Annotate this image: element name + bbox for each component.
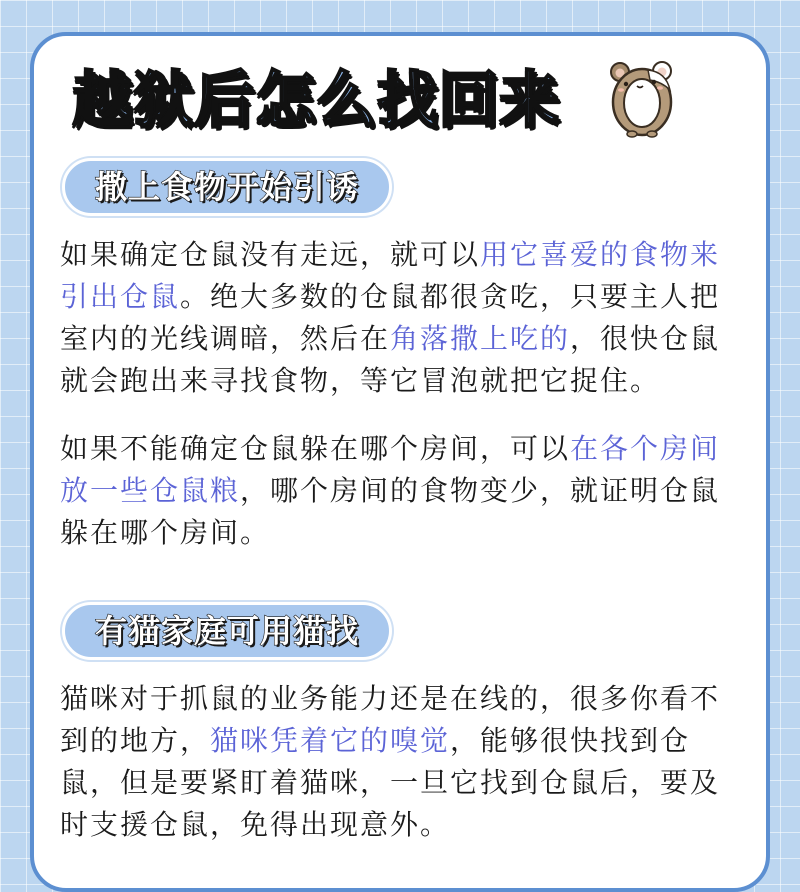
page-title: 越狱后怎么找回来 [72,65,560,135]
highlighted-text: 用它喜爱的食物来引出仓鼠 [60,238,721,313]
paragraph-rooms [60,428,740,554]
highlighted-text: 猫咪凭着它的嗅觉 [210,724,451,757]
paragraph-cat [60,678,740,846]
section-heading-bait: 撒上食物开始引诱 [62,158,392,216]
text-segment: 如果不能确定仓鼠躲在哪个房间，可以 [60,432,571,465]
paragraph-bait-food [60,234,740,402]
text-segment: ，哪个房间的食物变少，就证明仓鼠躲在哪个房间。 [60,474,721,549]
highlighted-text: 在各个房间放一些仓鼠粮 [60,432,721,507]
text-segment: ，很快仓鼠就会跑出来寻找食物，等它冒泡就把它捉住。 [60,322,721,397]
section-heading-cat: 有猫家庭可用猫找 [62,602,392,660]
text-segment: 猫咪对于抓鼠的业务能力还是在线的，很多你看不到的地方， [60,682,721,757]
text-segment: 。绝大多数的仓鼠都很贪吃，只要主人把室内的光线调暗，然后在 [60,280,721,355]
text-segment: 如果确定仓鼠没有走远，就可以 [60,238,481,271]
text-segment: ，能够很快找到仓鼠，但是要紧盯着猫咪，一旦它找到仓鼠后，要及时支援仓鼠，免得出现意外。 [60,724,721,841]
hamster-icon [604,60,680,138]
highlighted-text: 角落撒上吃的 [390,322,571,355]
